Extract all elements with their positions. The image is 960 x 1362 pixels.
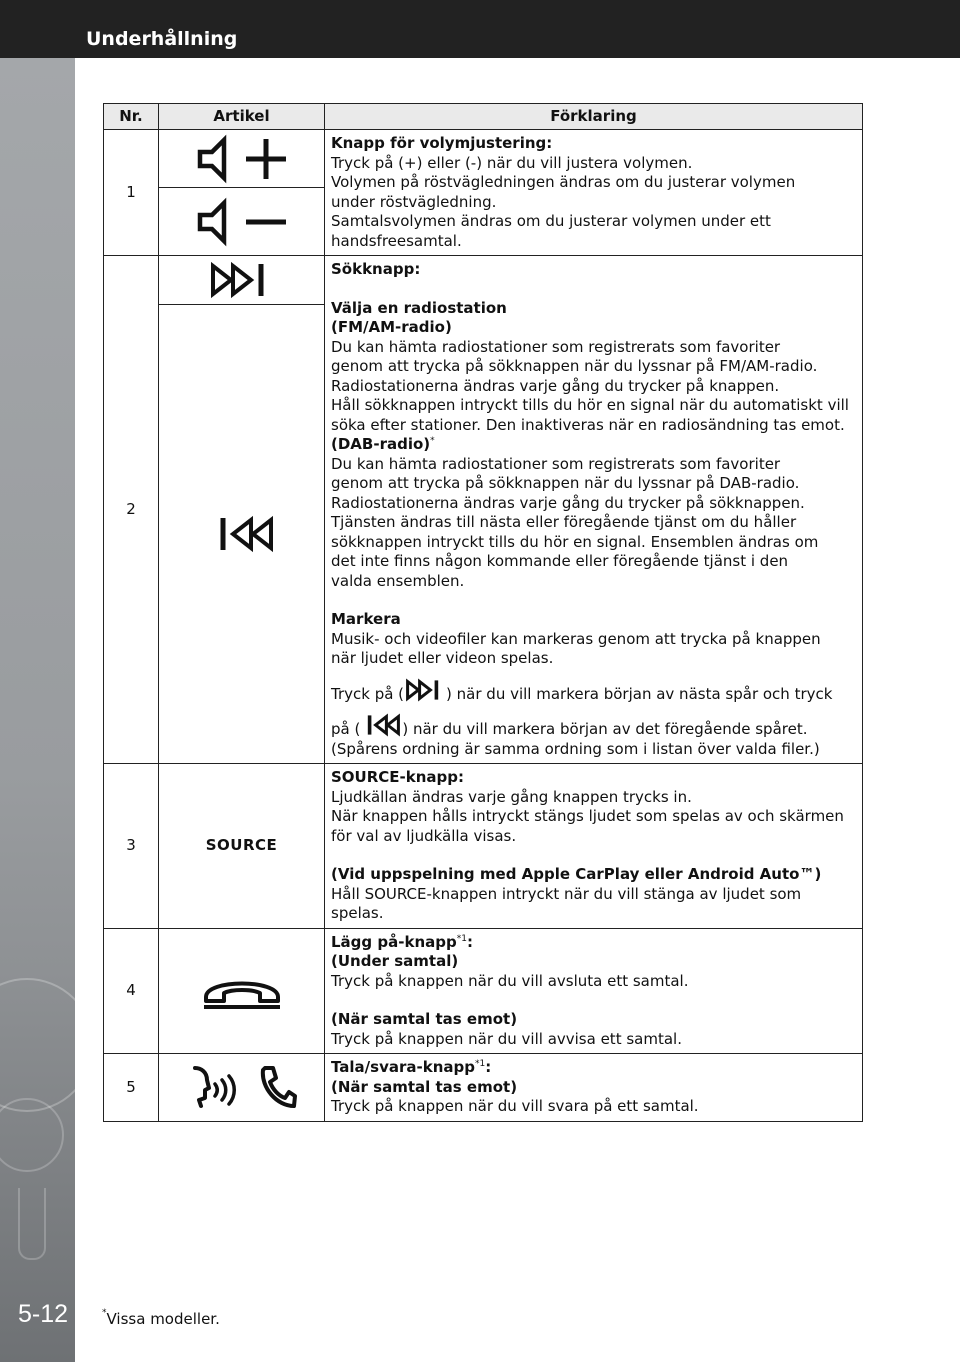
talk-answer-cell	[159, 1054, 325, 1122]
sidebar-decoration	[0, 58, 75, 1362]
row-number: 3	[104, 764, 159, 929]
section-header	[0, 0, 960, 58]
seek-description: Sökknapp: Välja en radiostation (FM/AM-radio) Du kan hämta radiostationer som registrerats som favoriter genom att trycka på sökknappen när du lyssnar på FM/AM-radio. Radiostationerna ändras varje gång du trycker på knappen. Håll sökknappen intryckt tills du hör en signal när du automatiskt vill söka efter stationer. Den inaktiveras när en radiosändning tas emot. (DAB-radio)* Du kan hämta radiostationer som registrerats som favoriter genom att trycka på sökknappen när du lyssnar på DAB-radio. Radiostationerna ändras varje gång du trycker på sökknappen. Tjänsten ändras till nästa eller föregående tjänst om du håller sökknappen intryckt tills du hör en signal. Ensemblen ändras om det inte finns någon kommande eller föregående tjänst i den valda ensemblen. Markera Musik- och videofiler kan markeras genom att trycka på knappen när ljudet eller videon spelas. Tryck på ( ) när du vill markera början av nästa spår och tryck på ( ) när du vill markera början av det föregående spåret. (Spårens ordning är samma ordning som i listan över valda filer.)	[325, 256, 863, 764]
logo-decoration	[0, 1098, 64, 1172]
talk-answer-description: Tala/svara-knapp$^{*1}$: (När samtal tas emot) Tryck på knappen när du vill svara på ett samtal.	[325, 1054, 863, 1122]
seek-backward-icon	[207, 513, 277, 555]
volume-up-cell	[159, 130, 325, 188]
seek-backward-icon	[360, 712, 402, 738]
seek-forward-icon	[404, 677, 446, 703]
row-number: 4	[104, 928, 159, 1054]
table-row	[104, 1054, 863, 1122]
seek-forward-icon	[207, 259, 277, 301]
source-description: SOURCE-knapp: Ljudkällan ändras varje gång knappen trycks in. När knappen hålls intryckt stängs ljudet som spelas av och skärmen för val av ljudkälla visas. (Vid uppspelning med Apple CarPlay eller Android Auto™) Håll SOURCE-knappen intryckt när du vill stänga av ljudet som spelas.	[325, 764, 863, 929]
speaker-plus-icon	[194, 134, 290, 184]
table-header-row	[104, 104, 863, 130]
seek-forward-cell	[159, 256, 325, 305]
page-number: 5-12	[18, 1300, 69, 1328]
hang-up-cell	[159, 928, 325, 1054]
footnote: *Vissa modeller.	[102, 1308, 220, 1328]
row-number: 2	[104, 256, 159, 764]
volume-down-cell	[159, 188, 325, 256]
row-number: 1	[104, 130, 159, 256]
header-nr: Nr.	[104, 104, 159, 130]
hang-up-description: Lägg på-knapp$^{*1}$: (Under samtal) Tryck på knappen när du vill avsluta ett samtal. (När samtal tas emot) Tryck på knappen när du vill avvisa ett samtal.	[325, 928, 863, 1054]
answer-phone-icon	[257, 1064, 297, 1110]
controls-table	[103, 103, 863, 1122]
speaker-minus-icon	[194, 197, 290, 247]
steering-spoke-decoration	[18, 1188, 46, 1260]
table-row	[104, 130, 863, 188]
seek-backward-cell	[159, 305, 325, 764]
source-label: SOURCE	[159, 764, 325, 929]
hang-up-icon	[200, 971, 284, 1011]
talk-icon	[187, 1064, 239, 1110]
table-row	[104, 764, 863, 929]
volume-description: Knapp för volymjustering: Tryck på (+) eller (-) när du vill justera volymen. Volymen på röstvägledningen ändras om du justerar volymen under röstvägledning. Samtalsvolymen ändras om du justerar volymen under ett handsfreesamtal.	[325, 130, 863, 256]
table-row	[104, 928, 863, 1054]
header-artikel: Artikel	[159, 104, 325, 130]
section-title: Underhållning	[86, 28, 238, 50]
header-forklaring: Förklaring	[325, 104, 863, 130]
table-row	[104, 256, 863, 305]
dial-decoration	[0, 978, 75, 1112]
row-number: 5	[104, 1054, 159, 1122]
